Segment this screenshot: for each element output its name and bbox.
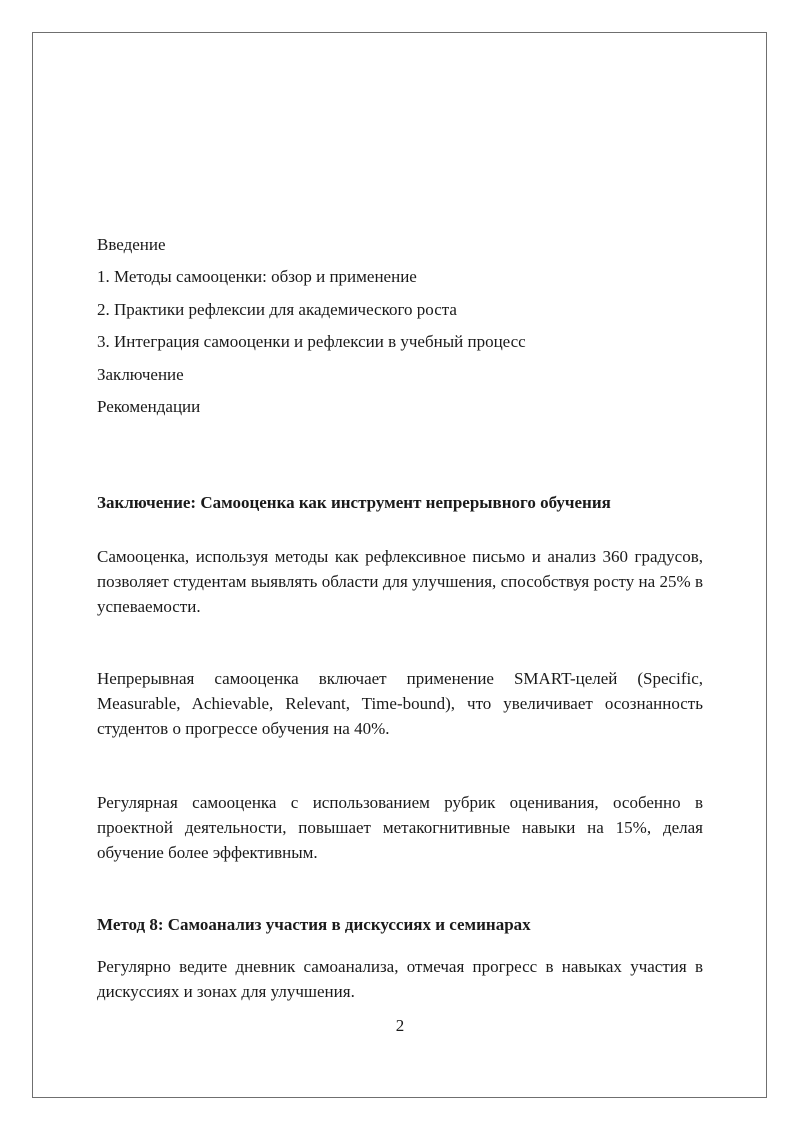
conclusion-paragraph-2: Непрерывная самооценка включает применение SMART-целей (Specific, Measurable, Achievable, Relevant, Time-bound), что увеличивает осознанность студентов о прогрессе обучения на 40%. [97,669,703,738]
toc-item-1: 1. Методы самооценки: обзор и применение [97,267,417,286]
conclusion-paragraph-1: Самооценка, используя методы как рефлексивное письмо и анализ 360 градусов, позволяет студентам выявлять области для улучшения, способствуя росту на 25% в успеваемости. [97,547,703,616]
toc-item-conclusion: Заключение [97,365,184,384]
conclusion-heading: Заключение: Самооценка как инструмент непрерывного обучения [97,493,611,512]
toc-item-3: 3. Интеграция самооценки и рефлексии в учебный процесс [97,332,526,351]
page-number: 2 [395,1016,405,1035]
toc-item-2: 2. Практики рефлексии для академического роста [97,300,457,319]
method8-paragraph: Регулярно ведите дневник самоанализа, отмечая прогресс в навыках участия в дискуссиях и зонах для улучшения. [97,957,703,1001]
toc-item-recommendations: Рекомендации [97,397,201,416]
conclusion-paragraph-3: Регулярная самооценка с использованием рубрик оценивания, особенно в проектной деятельности, повышает метакогнитивные навыки на 15%, делая обучение более эффективным. [97,793,703,862]
method8-heading: Метод 8: Самоанализ участия в дискуссиях и семинарах [97,915,531,934]
toc-item-introduction: Введение [97,235,166,254]
